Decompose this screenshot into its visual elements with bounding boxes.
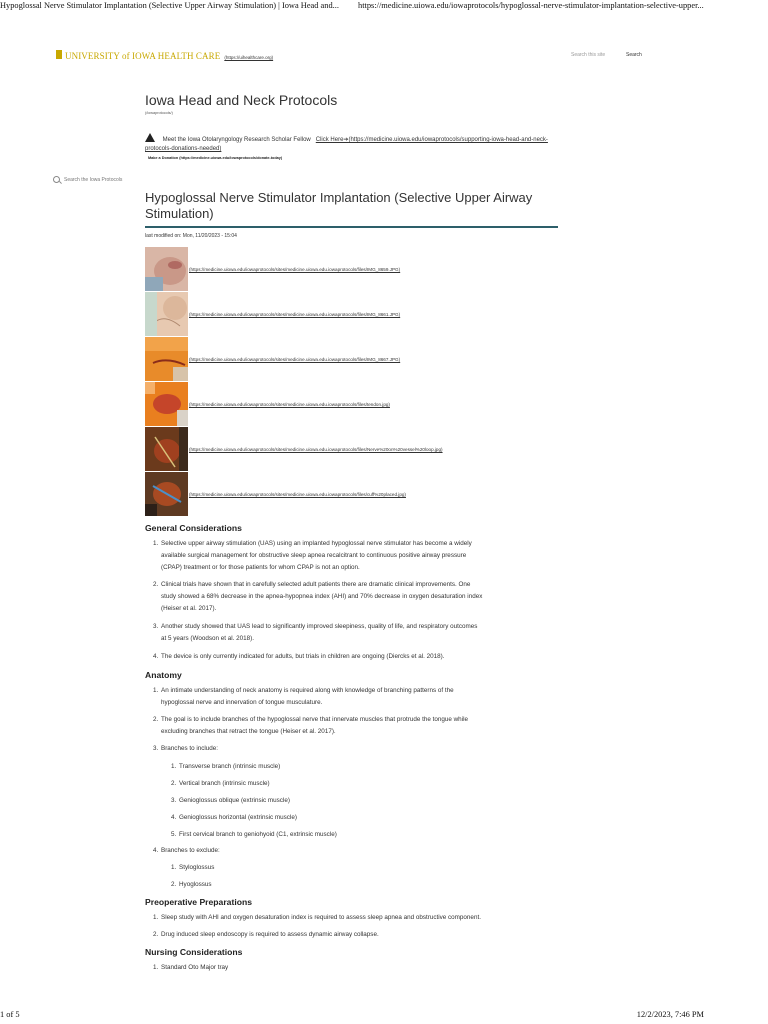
title-divider bbox=[145, 226, 558, 228]
list-item bbox=[153, 579, 561, 591]
list-text: Selective upper airway stimulation (UAS) using an implanted hypoglossal nerve stimulator has become a widely bbox=[161, 540, 472, 547]
list-text: Clinical trials have shown that in carefully selected adult patients there are dramatic clinical improvements. One bbox=[161, 581, 471, 588]
print-footer bbox=[0, 1010, 768, 1024]
list-number: 4. bbox=[171, 814, 177, 821]
list-text: Drug induced sleep endoscopy is required to assess dynamic airway collapse. bbox=[161, 931, 379, 938]
list-text: Vertical branch (intrinsic muscle) bbox=[179, 780, 270, 787]
list-item-cont: excluding branches that retract the tongue (Heiser et al. 2017). bbox=[161, 728, 336, 735]
gallery-link[interactable]: (https://medicine.uiowa.edu/iowaprotocols/sites/medicine.uiowa.edu.iowaprotocols/files/IMG_8659.JPG) bbox=[189, 267, 401, 272]
list-number: 4. bbox=[153, 653, 159, 660]
list-item bbox=[153, 912, 561, 924]
logo-tower-icon bbox=[56, 50, 62, 59]
gallery-link[interactable]: (https://medicine.uiowa.edu/iowaprotocols/sites/medicine.uiowa.edu.iowaprotocols/files/IMG_8667.JPG) bbox=[189, 357, 401, 362]
last-modified: last modified on: Mon, 11/20/2023 - 15:04 bbox=[145, 233, 237, 239]
list-number: 3. bbox=[171, 797, 177, 804]
list-item bbox=[153, 651, 561, 663]
protocols-search-input[interactable]: Search the Iowa Protocols bbox=[64, 176, 123, 183]
list-text: Sleep study with AHI and oxygen desaturation index is required to assess sleep apnea and obstructive component. bbox=[161, 914, 481, 921]
list-text: Branches to exclude: bbox=[161, 847, 220, 854]
sub-list-item bbox=[171, 778, 559, 790]
section-heading: General Considerations bbox=[145, 523, 242, 533]
list-text: Hyoglossus bbox=[179, 881, 212, 888]
uihc-logo[interactable] bbox=[56, 50, 273, 61]
sub-list-item bbox=[171, 812, 559, 824]
list-text: An intimate understanding of neck anatomy is required along with knowledge of branching patterns of the bbox=[161, 687, 454, 694]
logo-link[interactable]: (https://uihealthcare.org) bbox=[224, 55, 274, 60]
list-text: Styloglossus bbox=[179, 864, 215, 871]
sub-list-item bbox=[171, 862, 559, 874]
list-number: 2. bbox=[153, 931, 159, 938]
warning-icon bbox=[145, 133, 155, 142]
face-photo-icon[interactable] bbox=[145, 247, 188, 291]
list-text: Standard Oto Major tray bbox=[161, 964, 229, 971]
list-text: Another study showed that UAS lead to significantly improved sleepiness, quality of life, and respiratory outcomes bbox=[161, 623, 478, 630]
list-number: 2. bbox=[153, 716, 159, 723]
gallery-item[interactable] bbox=[145, 382, 545, 426]
gallery-item[interactable] bbox=[145, 337, 545, 381]
gallery-item[interactable] bbox=[145, 427, 545, 471]
list-number: 2. bbox=[153, 581, 159, 588]
list-item bbox=[153, 621, 561, 633]
list-item-cont: (CPAP) treatment or for those patients for whom CPAP is not an option. bbox=[161, 564, 360, 571]
list-item bbox=[153, 743, 561, 755]
list-text: First cervical branch to geniohyoid (C1, extrinsic muscle) bbox=[179, 831, 337, 838]
protocols-search[interactable] bbox=[53, 176, 122, 183]
list-number: 2. bbox=[171, 780, 177, 787]
gallery-item[interactable] bbox=[145, 247, 545, 291]
list-text: The device is only currently indicated for adults, but trials in children are ongoing (Diercks et al. 2018). bbox=[161, 653, 445, 660]
site-search-input[interactable]: Search this site bbox=[571, 52, 606, 58]
print-datetime: 12/2/2023, 7:46 PM bbox=[636, 1010, 704, 1019]
list-item bbox=[153, 685, 561, 697]
cuff-photo-icon[interactable] bbox=[145, 472, 188, 516]
site-search-button[interactable]: Search bbox=[626, 52, 642, 58]
section-heading: Anatomy bbox=[145, 670, 182, 680]
list-text: Genioglossus oblique (extrinsic muscle) bbox=[179, 797, 290, 804]
list-text: The goal is to include branches of the hypoglossal nerve that innervate muscles that protrude the tongue while bbox=[161, 716, 468, 723]
notice-link-label: Click Here➔ bbox=[315, 137, 349, 143]
list-item-cont: available surgical management for obstructive sleep apnea recalcitrant to continuous positive airway pressure bbox=[161, 552, 467, 559]
list-number: 1. bbox=[153, 914, 159, 921]
list-item bbox=[153, 962, 561, 974]
list-number: 2. bbox=[171, 881, 177, 888]
sub-list-item bbox=[171, 795, 559, 807]
nerve-photo-icon[interactable] bbox=[145, 427, 188, 471]
notice-banner bbox=[145, 133, 565, 154]
page-title: Hypoglossal Nerve Stimulator Implantation (Selective Upper Airway Stimulation) bbox=[145, 190, 533, 221]
gallery-item[interactable] bbox=[145, 292, 545, 336]
list-number: 1. bbox=[153, 540, 159, 547]
neck-photo-icon[interactable] bbox=[145, 292, 188, 336]
gallery-link[interactable]: (https://medicine.uiowa.edu/iowaprotocols/sites/medicine.uiowa.edu.iowaprotocols/files/IMG_8661.JPG) bbox=[189, 312, 401, 317]
list-text: Genioglossus horizontal (extrinsic muscle) bbox=[179, 814, 297, 821]
list-text: Transverse branch (intrinsic muscle) bbox=[179, 763, 281, 770]
tendon-photo-icon[interactable] bbox=[145, 382, 188, 426]
list-item bbox=[153, 845, 561, 857]
print-title: Hypoglossal Nerve Stimulator Implantation (Selective Upper Airway Stimulation) | Iowa Head and... bbox=[0, 1, 339, 10]
logo-text: UNIVERSITY of IOWA HEALTH CARE bbox=[65, 51, 221, 61]
gallery-item[interactable] bbox=[145, 472, 545, 516]
donate-link[interactable]: Make a Donation (https://medicine.uiowa.edu/iowaprotocols/donate-today) bbox=[148, 156, 283, 160]
list-text: Branches to include: bbox=[161, 745, 219, 752]
list-item bbox=[153, 714, 561, 726]
sub-list-item bbox=[171, 829, 559, 841]
notice-text: Meet the Iowa Otolaryngology Research Scholar Fellow bbox=[162, 137, 311, 143]
list-item-cont: hypoglossal nerve and innervation of tongue musculature. bbox=[161, 699, 323, 706]
gallery-link[interactable]: (https://medicine.uiowa.edu/iowaprotocols/sites/medicine.uiowa.edu.iowaprotocols/files/tendon.jpg) bbox=[189, 402, 390, 407]
list-number: 1. bbox=[153, 687, 159, 694]
gallery-link[interactable]: (https://medicine.uiowa.edu/iowaprotocols/sites/medicine.uiowa.edu.iowaprotocols/files/cuff%20placed.jpg) bbox=[189, 492, 406, 497]
list-item-cont: study showed a 68% decrease in the apnea-hypopnea index (AHI) and 70% decrease in oxygen desaturation index bbox=[161, 593, 483, 600]
list-number: 3. bbox=[153, 745, 159, 752]
list-number: 4. bbox=[153, 847, 159, 854]
search-icon bbox=[53, 176, 60, 183]
list-item bbox=[153, 538, 561, 550]
list-number: 3. bbox=[153, 623, 159, 630]
gallery-link[interactable]: (https://medicine.uiowa.edu/iowaprotocols/sites/medicine.uiowa.edu.iowaprotocols/files/Nerve%20on%20vessel%20loop.jpg) bbox=[189, 447, 443, 452]
print-header bbox=[0, 0, 768, 14]
list-item bbox=[153, 929, 561, 941]
incision-photo-icon[interactable] bbox=[145, 337, 188, 381]
notice-link-url: (https://medicine.uiowa.edu/iowaprotocols/supporting-iowa-head-and-neck-protocols-donations-needed) bbox=[145, 137, 548, 152]
list-number: 1. bbox=[153, 964, 159, 971]
list-item-cont: at 5 years (Woodson et al. 2018). bbox=[161, 635, 254, 642]
site-title-link[interactable]: (/iowaprotocols/) bbox=[145, 111, 173, 115]
sub-list-item bbox=[171, 761, 559, 773]
page-count: 1 of 5 bbox=[0, 1010, 20, 1019]
list-item-cont: (Heiser et al. 2017). bbox=[161, 605, 217, 612]
site-title[interactable]: Iowa Head and Neck Protocols bbox=[145, 92, 338, 108]
sub-list-item bbox=[171, 879, 559, 891]
list-number: 1. bbox=[171, 763, 177, 770]
print-url: https://medicine.uiowa.edu/iowaprotocols/hypoglossal-nerve-stimulator-implantation-selective-upper... bbox=[358, 1, 704, 10]
list-number: 1. bbox=[171, 864, 177, 871]
list-number: 5. bbox=[171, 831, 177, 838]
section-heading: Preoperative Preparations bbox=[145, 897, 252, 907]
section-heading: Nursing Considerations bbox=[145, 947, 243, 957]
